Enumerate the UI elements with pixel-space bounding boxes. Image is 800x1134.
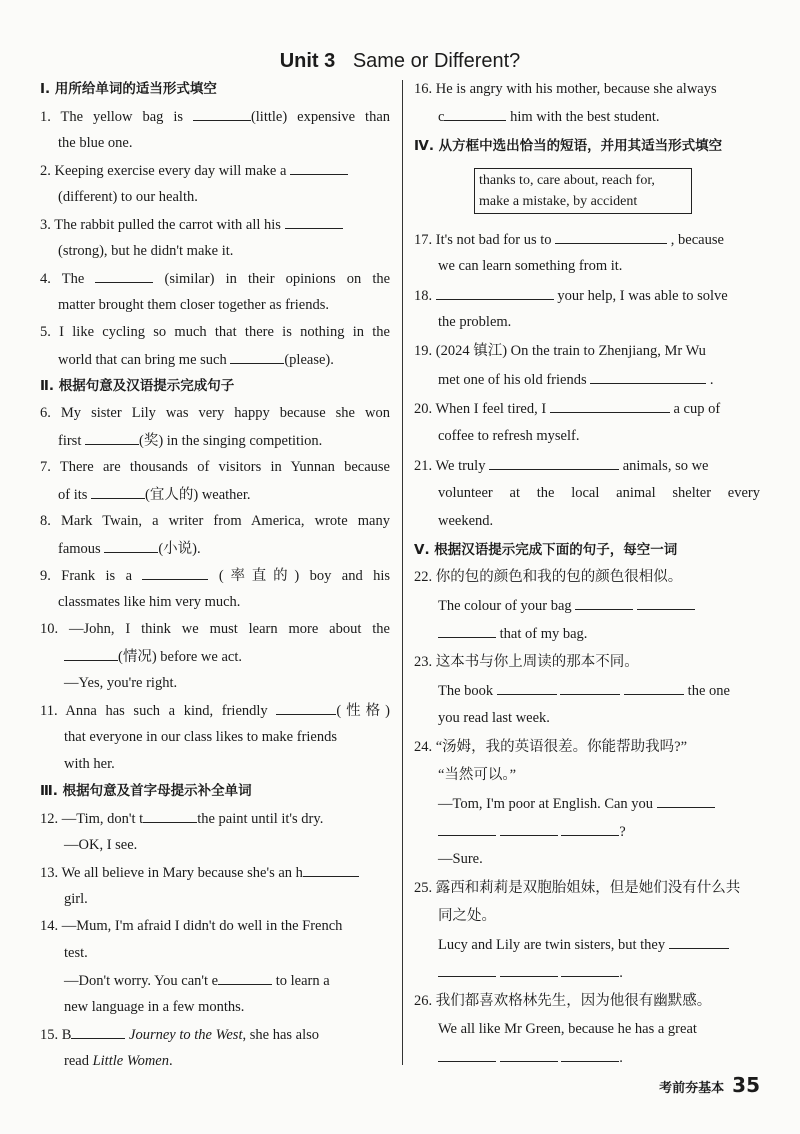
question-continued: Lucy and Lily are twin sisters, but they xyxy=(414,935,760,954)
answer-blank[interactable] xyxy=(497,681,557,695)
answer-blank[interactable] xyxy=(95,269,153,283)
section-heading: Ⅰ. 用所给单词的适当形式填空 xyxy=(40,81,217,97)
question: 26. 我们都喜欢格林先生，因为他很有幽默感。 xyxy=(414,993,712,1009)
answer-blank[interactable] xyxy=(624,681,684,695)
question-continued: first (奖) in the singing competition. xyxy=(58,433,323,449)
question-continued: ? xyxy=(414,822,760,841)
answer-blank[interactable] xyxy=(438,963,496,977)
question-continued: “当然可以。” xyxy=(438,767,517,783)
answer-blank[interactable] xyxy=(290,161,348,175)
question: 4. The (similar) in their opinions on the xyxy=(40,271,391,287)
question: 7. There are thousands of visitors in Yunnan because xyxy=(40,459,390,475)
question: 15. B Journey to the West, she has also xyxy=(40,1027,319,1043)
footer-label: 考前夯基本 xyxy=(659,1081,725,1096)
question-continued: read Little Women. xyxy=(64,1053,173,1069)
question-continued: The colour of your bag xyxy=(414,596,760,615)
question-continued: world that can bring me such (please). xyxy=(58,352,334,368)
question: 17. It's not bad for us to , because xyxy=(414,232,724,248)
question: 18. your help, I was able to solve xyxy=(414,288,728,304)
question-continued: you read last week. xyxy=(438,710,550,726)
answer-blank[interactable] xyxy=(500,963,558,977)
question: 1. The yellow bag is (little) expensive than xyxy=(40,109,391,125)
answer-blank[interactable] xyxy=(561,1048,619,1062)
question-continued: We all like Mr Green, because he has a great xyxy=(438,1021,697,1037)
question: 24. “汤姆，我的英语很差。你能帮助我吗?” xyxy=(414,739,688,755)
answer-blank[interactable] xyxy=(303,863,359,877)
question-continued: . xyxy=(414,963,760,982)
answer-blank[interactable] xyxy=(575,596,633,610)
answer-blank[interactable] xyxy=(555,230,667,244)
question-continued: girl. xyxy=(64,891,88,907)
section-heading: Ⅱ. 根据句意及汉语提示完成句子 xyxy=(40,378,235,394)
question: 22. 你的包的颜色和我的包的颜色很相似。 xyxy=(414,569,683,585)
answer-blank[interactable] xyxy=(500,822,558,836)
question: 11. Anna has such a kind, friendly (性格) xyxy=(40,703,391,719)
question-continued: c him with the best student. xyxy=(438,109,660,125)
unit-label: Unit 3 xyxy=(279,50,336,72)
question-continued: —Tom, I'm poor at English. Can you xyxy=(414,794,760,813)
answer-blank[interactable] xyxy=(438,822,496,836)
column-divider xyxy=(402,80,403,1065)
answer-blank[interactable] xyxy=(550,399,670,413)
question: 5. I like cycling so much that there is nothing in the xyxy=(40,324,390,340)
answer-blank[interactable] xyxy=(193,107,251,121)
question-continued: —Sure. xyxy=(438,851,483,867)
question: 2. Keeping exercise every day will make a xyxy=(40,161,390,180)
question-continued: matter brought them closer together as friends. xyxy=(58,297,329,313)
answer-blank[interactable] xyxy=(560,681,620,695)
question: 20. When I feel tired, I a cup of xyxy=(414,401,721,417)
question: 8. Mark Twain, a writer from America, wrote many xyxy=(40,513,390,529)
question-continued: met one of his old friends . xyxy=(438,372,714,388)
answer-blank[interactable] xyxy=(436,286,554,300)
answer-blank[interactable] xyxy=(489,456,619,470)
question: 14. —Mum, I'm afraid I didn't do well in the French xyxy=(40,918,343,934)
question-continued: The book the one xyxy=(438,683,730,699)
answer-blank[interactable] xyxy=(444,107,506,121)
question-continued: weekend. xyxy=(438,513,494,529)
answer-blank[interactable] xyxy=(218,971,272,985)
question-continued: new language in a few months. xyxy=(64,999,245,1015)
page-title xyxy=(0,50,800,73)
answer-blank[interactable] xyxy=(561,963,619,977)
phrase-box-line: make a mistake, by accident xyxy=(479,194,638,209)
question-continued: . xyxy=(414,1048,760,1067)
answer-blank[interactable] xyxy=(230,350,284,364)
section-heading: Ⅴ. 根据汉语提示完成下面的句子，每空一词 xyxy=(414,542,678,558)
section-heading: Ⅳ. 从方框中选出恰当的短语，并用其适当形式填空 xyxy=(414,138,723,154)
question-continued: coffee to refresh myself. xyxy=(438,428,580,444)
question-continued: the blue one. xyxy=(58,135,133,151)
answer-blank[interactable] xyxy=(590,370,706,384)
phrase-box-line: thanks to, care about, reach for, xyxy=(479,173,655,188)
answer-blank[interactable] xyxy=(669,935,729,949)
question: 12. —Tim, don't t the paint until it's dry. xyxy=(40,811,324,827)
answer-blank[interactable] xyxy=(104,539,158,553)
question-continued: we can learn something from it. xyxy=(438,258,623,274)
question-continued: —OK, I see. xyxy=(64,837,138,853)
question-continued: with her. xyxy=(64,756,115,772)
answer-blank[interactable] xyxy=(276,701,336,715)
answer-blank[interactable] xyxy=(438,624,496,638)
question: 10. —John, I think we must learn more about the xyxy=(40,621,390,637)
question: 13. We all believe in Mary because she's an h xyxy=(40,863,390,882)
answer-blank[interactable] xyxy=(561,822,619,836)
answer-blank[interactable] xyxy=(637,596,695,610)
phrase-box xyxy=(474,168,692,214)
question: 9. Frank is a (率直的) boy and his xyxy=(40,568,391,584)
question-continued: that everyone in our class likes to make friends xyxy=(64,729,338,745)
answer-blank[interactable] xyxy=(142,566,208,580)
question: 23. 这本书与你上周读的那本不同。 xyxy=(414,654,639,670)
question-continued: (情况) before we act. xyxy=(40,647,390,666)
question-continued: (strong), but he didn't make it. xyxy=(58,243,234,259)
question-continued: of its (宜人的) weather. xyxy=(58,487,251,503)
question-continued: volunteer at the local animal shelter every xyxy=(438,485,760,501)
question-continued: 同之处。 xyxy=(438,908,496,924)
question: 21. We truly animals, so we xyxy=(414,458,709,474)
section-heading: Ⅲ. 根据句意及首字母提示补全单词 xyxy=(40,783,252,799)
question-continued: famous (小说). xyxy=(58,541,201,557)
question-continued: the problem. xyxy=(438,314,512,330)
question: 6. My sister Lily was very happy because she won xyxy=(40,405,390,421)
page-footer xyxy=(659,1073,760,1097)
answer-blank[interactable] xyxy=(91,485,145,499)
question-continued: —Don't worry. You can't e to learn a xyxy=(64,973,330,989)
question: 16. He is angry with his mother, because she always xyxy=(414,81,717,97)
question-continued: test. xyxy=(64,945,88,961)
question-continued: —Yes, you're right. xyxy=(64,675,178,691)
question: 25. 露西和莉莉是双胞胎姐妹，但是她们没有什么共 xyxy=(414,880,741,896)
answer-blank[interactable] xyxy=(85,431,139,445)
question: 19. (2024 镇江) On the train to Zhenjiang, Mr Wu xyxy=(414,343,706,359)
answer-blank[interactable] xyxy=(64,647,118,661)
answer-blank[interactable] xyxy=(71,1025,125,1039)
answer-blank[interactable] xyxy=(143,809,197,823)
question-continued: that of my bag. xyxy=(414,624,760,643)
answer-blank[interactable] xyxy=(657,794,715,808)
answer-blank[interactable] xyxy=(500,1048,558,1062)
question: 3. The rabbit pulled the carrot with all his xyxy=(40,215,390,234)
question-continued: (different) to our health. xyxy=(58,189,198,205)
page-number: 35 xyxy=(732,1073,760,1097)
answer-blank[interactable] xyxy=(438,1048,496,1062)
answer-blank[interactable] xyxy=(285,215,343,229)
question-continued: classmates like him very much. xyxy=(58,594,241,610)
unit-topic: Same or Different? xyxy=(352,50,521,72)
